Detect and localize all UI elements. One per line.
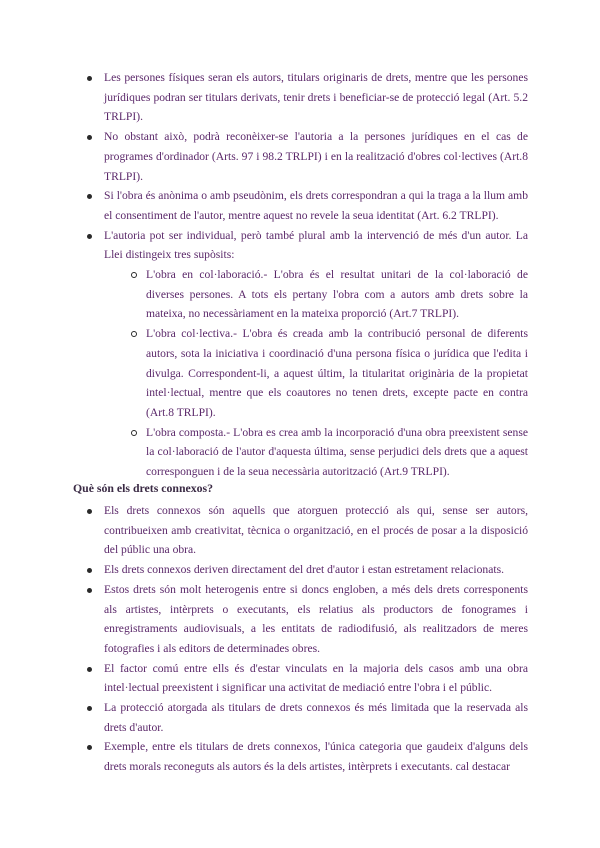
list-item: La protecció atorgada als titulars de drets connexos és més limitada que la reservada als drets d'autor. [104,698,528,737]
related-rights-bullet-list [104,501,528,777]
authorship-bullet-list [104,68,528,482]
list-item: Les persones físiques seran els autors, titulars originaris de drets, mentre que les persones jurídiques podran ser titulars derivats, tenir drets i beneficiar-se de protecció legal (Art. 5.2 TRLPI). [104,68,528,127]
list-item: No obstant això, podrà reconèixer-se l'autoria a la persones jurídiques en el cas de programes d'ordinador (Arts. 97 i 98.2 TRLPI) i en la realització d'obres col·lectives (Art.8 TRLPI). [104,127,528,186]
list-item [104,226,528,482]
list-item-text: L'autoria pot ser individual, però també plural amb la intervenció de més d'un autor. La Llei distingeix tres supòsits: [104,228,528,262]
list-item: Estos drets són molt heterogenis entre si doncs engloben, a més dels drets corresponents als artistes, intèrprets o executants, els relatius als productors de fonogrames i enregistraments audiovisuals, a les entitats de radiodifusió, als realitzadors de meres fotografies i als editors de determinades obres. [104,580,528,659]
list-item: Si l'obra és anònima o amb pseudònim, els drets correspondran a qui la traga a la llum amb el consentiment de l'autor, mentre aquest no revele la seua identitat (Art. 6.2 TRLPI). [104,186,528,225]
sublist-item: L'obra composta.- L'obra es crea amb la incorporació d'una obra preexistent sense la col·laboració de l'autor d'aquesta última, sense perjudici dels drets que a aquest corresponguen i de la seua necessària autorització (Art.9 TRLPI). [146,423,528,482]
list-item: Els drets connexos deriven directament del dret d'autor i estan estretament relacionats. [104,560,528,580]
sublist-item: L'obra en col·laboració.- L'obra és el resultat unitari de la col·laboració de diverses persones. A tots els pertany l'obra com a autors amb drets sobre la mateixa, no necessàriament en la mateixa proporció (Art.7 TRLPI). [146,265,528,324]
list-item: Exemple, entre els titulars de drets connexos, l'única categoria que gaudeix d'alguns dels drets morals reconeguts als autors és la dels artistes, intèrprets i executants. cal destacar [104,737,528,776]
section-heading: Què són els drets connexos? [73,481,214,495]
sublist-item: L'obra col·lectiva.- L'obra és creada amb la contribució personal de diferents autors, sota la iniciativa i coordinació d'una persona física o jurídica que l'edita i divulga. Correspondent-li, a aquest últim, la titularitat originària de la propietat intel·lectual, mentre que els coautores no tenen drets, excepte pacte en contra (Art.8 TRLPI). [146,324,528,423]
list-item: El factor comú entre ells és d'estar vinculats en la majoria dels casos amb una obra intel·lectual preexistent i significar una activitat de mediació entre l'obra i el públic. [104,659,528,698]
authorship-types-sublist [146,265,528,482]
list-item: Els drets connexos són aquells que atorguen protecció als qui, sense ser autors, contribueixen amb creativitat, tècnica o organització, en el procés de posar a la disposició del públic una obra. [104,501,528,560]
